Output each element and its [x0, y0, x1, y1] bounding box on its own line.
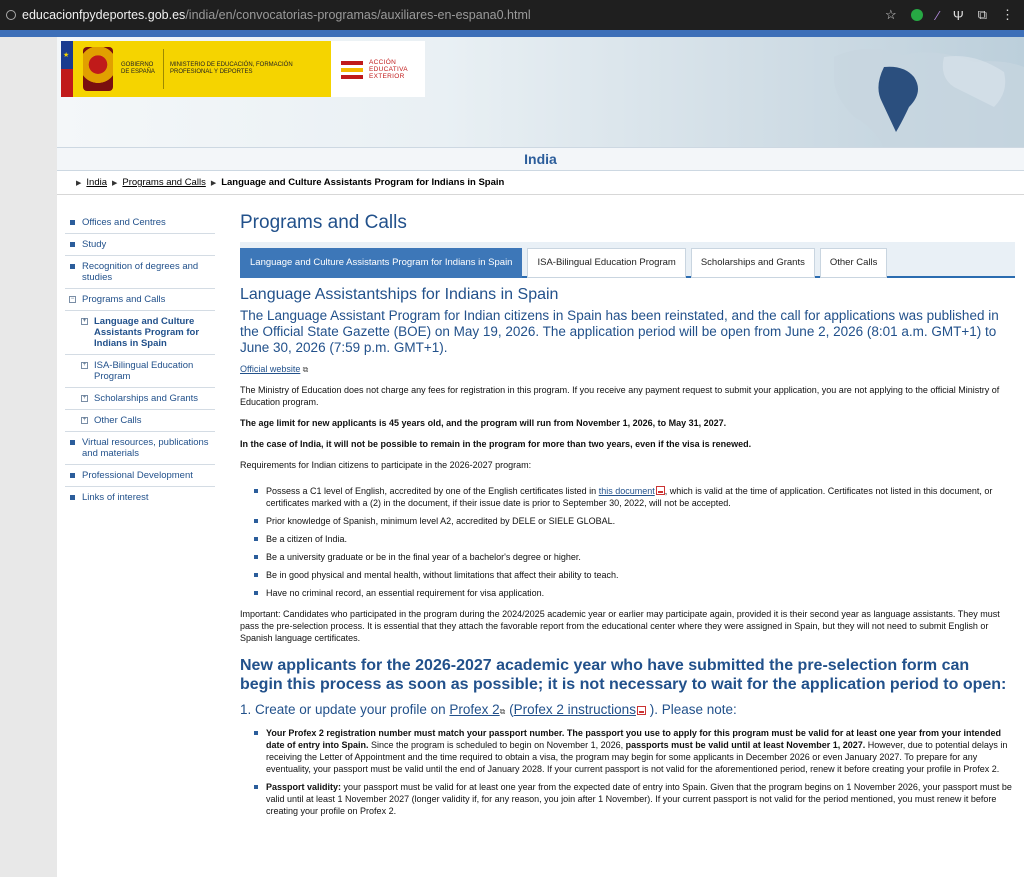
expand-icon: + — [82, 395, 87, 401]
list-item: Passport validity: your passport must be valid for at least one year from the expected date of entry into Spain. Given that the program begins on 1 November 2026, your passport must be valid until at least 1 November 2027 (longer validity if, for any reason, you join after 1 November). If your current passport is not valid for the period mentioned, you must renew it before creating your profile on Profex 2. — [254, 781, 1015, 817]
section-heading: Language Assistantships for Indians in Spain — [240, 286, 559, 303]
extension-pen-icon[interactable]: ⁄ — [936, 7, 939, 23]
bullet-icon — [254, 785, 258, 789]
accion-educativa-logo[interactable] — [331, 41, 425, 97]
expand-icon: + — [82, 417, 87, 423]
gobierno-label: GOBIERNO DE ESPAÑA — [121, 62, 155, 75]
expand-icon: − — [70, 296, 75, 302]
site-info-icon[interactable] — [6, 10, 16, 20]
country-title: India — [57, 147, 1024, 171]
url-host: educacionfpydeportes.gob.es — [22, 8, 186, 22]
bullet-icon — [70, 220, 75, 225]
sidebar-item-links[interactable]: Links of interest — [65, 487, 215, 508]
external-link-icon: ⧉ — [499, 707, 506, 716]
sidebar-item-offices[interactable]: Offices and Centres — [65, 212, 215, 234]
lead-paragraph: The Language Assistant Program for Indian citizens in Spain has been reinstated, and the call for applications was published in the Official State Gazette (BOE) on May 19, 2026. The application period will be open from June 2, 2026 (8:01 a.m. GMT+1) to June 30, 2026 (7:59 p.m. GMT+1). — [240, 308, 999, 355]
bookmark-star-icon[interactable]: ☆ — [885, 7, 897, 22]
breadcrumb-arrow-icon: ▶ — [76, 179, 82, 187]
sidebar-item-resources[interactable]: Virtual resources, publications and materials — [65, 432, 215, 465]
breadcrumb-programs-link[interactable]: Programs and Calls — [122, 177, 206, 188]
bullet-icon — [70, 242, 75, 247]
breadcrumb-arrow-icon: ▶ — [210, 179, 217, 187]
browser-toolbar — [0, 0, 1024, 30]
web-page — [57, 37, 1024, 877]
list-item: Possess a C1 level of English, accredited by one of the English certificates listed in this document , which is valid at the time of application. Certificates not listed in this document, or certificates marked with a (2) in the document, if their issue date is prior to September 30, 2022, will not be accepted. — [254, 485, 1015, 509]
profex-link[interactable]: Profex 2 — [449, 702, 500, 717]
bullet-icon — [254, 573, 258, 577]
list-item: Be in good physical and mental health, without limitations that affect their ability to teach. — [254, 569, 1015, 581]
menu-icon[interactable]: ⋮ — [1001, 7, 1014, 22]
sidebar-item-study[interactable]: Study — [65, 234, 215, 256]
header-banner — [57, 37, 1024, 147]
bullet-icon — [70, 473, 75, 478]
gobierno-logo[interactable] — [61, 41, 331, 97]
main-content — [240, 212, 1015, 823]
pdf-icon — [656, 486, 665, 495]
requirements-intro: Requirements for Indian citizens to participate in the 2026-2027 program: — [240, 460, 532, 470]
sidebar-item-language-assistants[interactable]: + Language and Culture Assistants Program for Indians in Spain — [65, 311, 215, 355]
sidebar-item-isa[interactable]: + ISA-Bilingual Education Program — [65, 355, 215, 388]
pdf-icon — [637, 706, 646, 715]
bullet-icon — [254, 591, 258, 595]
bullet-icon — [254, 731, 258, 735]
extensions-puzzle-icon[interactable]: ⧉ — [977, 7, 987, 22]
bullet-icon — [70, 495, 75, 500]
external-link-icon: ⧉ — [300, 365, 309, 374]
tab-scholarships[interactable]: Scholarships and Grants — [691, 248, 815, 278]
list-item: Have no criminal record, an essential requirement for visa application. — [254, 587, 1015, 599]
url-path: /india/en/convocatorias-programas/auxiliares-en-espana0.html — [185, 8, 531, 22]
expand-icon: + — [82, 318, 87, 324]
breadcrumb-arrow-icon: ▶ — [112, 179, 118, 187]
bullet-icon — [254, 519, 258, 523]
step-1: 1. Create or update your profile on Profex 2⧉ (Profex 2 instructions ). Please note: — [240, 702, 737, 717]
tab-isa[interactable]: ISA-Bilingual Education Program — [527, 248, 685, 278]
list-item: Your Profex 2 registration number must match your passport number. The passport you use to apply for this program must be valid for at least one year from your intended date of entry into Spain. Since the program is scheduled to begin on November 1, 2026, passports must be valid until at least November 1, 2027. However, due to potential delays in receiving the Letter of Appointment and the time required to obtain a visa, the program may begin for some applicants in December 2026 or even January 2027. To prepare for any eventuality, your passport must be valid until the end of January 2028. If your current passport is not valid for the aforementioned period, renew it before creating your profile in Profex 2. — [254, 727, 1015, 775]
list-item: Be a citizen of India. — [254, 533, 1015, 545]
tab-bar — [240, 242, 1015, 278]
breadcrumb — [57, 171, 1024, 195]
india-limit-paragraph: In the case of India, it will not be possible to remain in the program for more than two years, even if the visa is renewed. — [240, 439, 752, 449]
tab-other-calls[interactable]: Other Calls — [820, 248, 888, 278]
bullet-icon — [254, 555, 258, 559]
browser-accent-strip — [0, 30, 1024, 37]
sidebar-item-other-calls[interactable]: + Other Calls — [65, 410, 215, 432]
sidebar-item-recognition[interactable]: Recognition of degrees and studies — [65, 256, 215, 289]
sidebar-item-professional[interactable]: Professional Development — [65, 465, 215, 487]
ministry-label: MINISTERIO DE EDUCACIÓN, FORMACIÓN PROFESIONAL Y DEPORTES — [170, 62, 293, 75]
breadcrumb-india-link[interactable]: India — [86, 177, 107, 188]
sidebar-nav — [65, 212, 215, 508]
breadcrumb-current: Language and Culture Assistants Program for Indians in Spain — [221, 177, 505, 188]
new-applicants-heading: New applicants for the 2026-2027 academic year who have submitted the pre-selection form can begin this process as soon as possible; it is not necessary to wait for the application period to open: — [240, 657, 1007, 693]
tab-language-assistants[interactable]: Language and Culture Assistants Program for Indians in Spain — [240, 248, 522, 278]
age-limit-paragraph: The age limit for new applicants is 45 years old, and the program will run from November 1, 2026, to May 31, 2027. — [240, 418, 727, 428]
profex-notes-list — [240, 727, 1015, 817]
list-item: Prior knowledge of Spanish, minimum level A2, accredited by DELE or SIELE GLOBAL. — [254, 515, 1015, 527]
bullet-icon — [254, 489, 258, 493]
list-item: Be a university graduate or be in the final year of a bachelor's degree or higher. — [254, 551, 1015, 563]
accion-mark-icon — [341, 58, 363, 80]
page-title: Programs and Calls — [240, 212, 407, 233]
official-website — [240, 364, 1015, 375]
sidebar-item-programs[interactable]: − Programs and Calls — [65, 289, 215, 311]
requirements-list — [240, 485, 1015, 599]
bullet-icon — [70, 264, 75, 269]
coat-of-arms-icon — [83, 47, 113, 91]
accion-label: ACCIÓN EDUCATIVA EXTERIOR — [369, 58, 408, 80]
bullet-icon — [254, 537, 258, 541]
extension-check-icon[interactable] — [911, 9, 923, 21]
sidebar-item-scholarships[interactable]: + Scholarships and Grants — [65, 388, 215, 410]
bullet-icon — [70, 440, 75, 445]
important-paragraph: Important: Candidates who participated in the program during the 2024/2025 academic year or earlier may participate again, provided it is their second year as language assistants. They must pass the pre-selection process. It is essential that they attach the favorable report from the educational center where they were assigned in Spain, but they will not need to submit English or Spanish language certificates. — [240, 609, 1000, 643]
document-link[interactable]: this document — [598, 486, 655, 496]
address-bar[interactable] — [22, 8, 885, 22]
expand-icon: + — [82, 362, 87, 368]
official-website-link[interactable]: Official website — [240, 364, 301, 374]
profex-instructions-link[interactable]: Profex 2 instructions — [513, 702, 636, 717]
extension-fork-icon[interactable]: Ψ — [952, 7, 964, 23]
asia-map-graphic — [504, 37, 1024, 147]
fees-paragraph: The Ministry of Education does not charge any fees for registration in this program. If you receive any payment request to submit your application, you are not applying to the official Ministry of Education program. — [240, 385, 1000, 407]
